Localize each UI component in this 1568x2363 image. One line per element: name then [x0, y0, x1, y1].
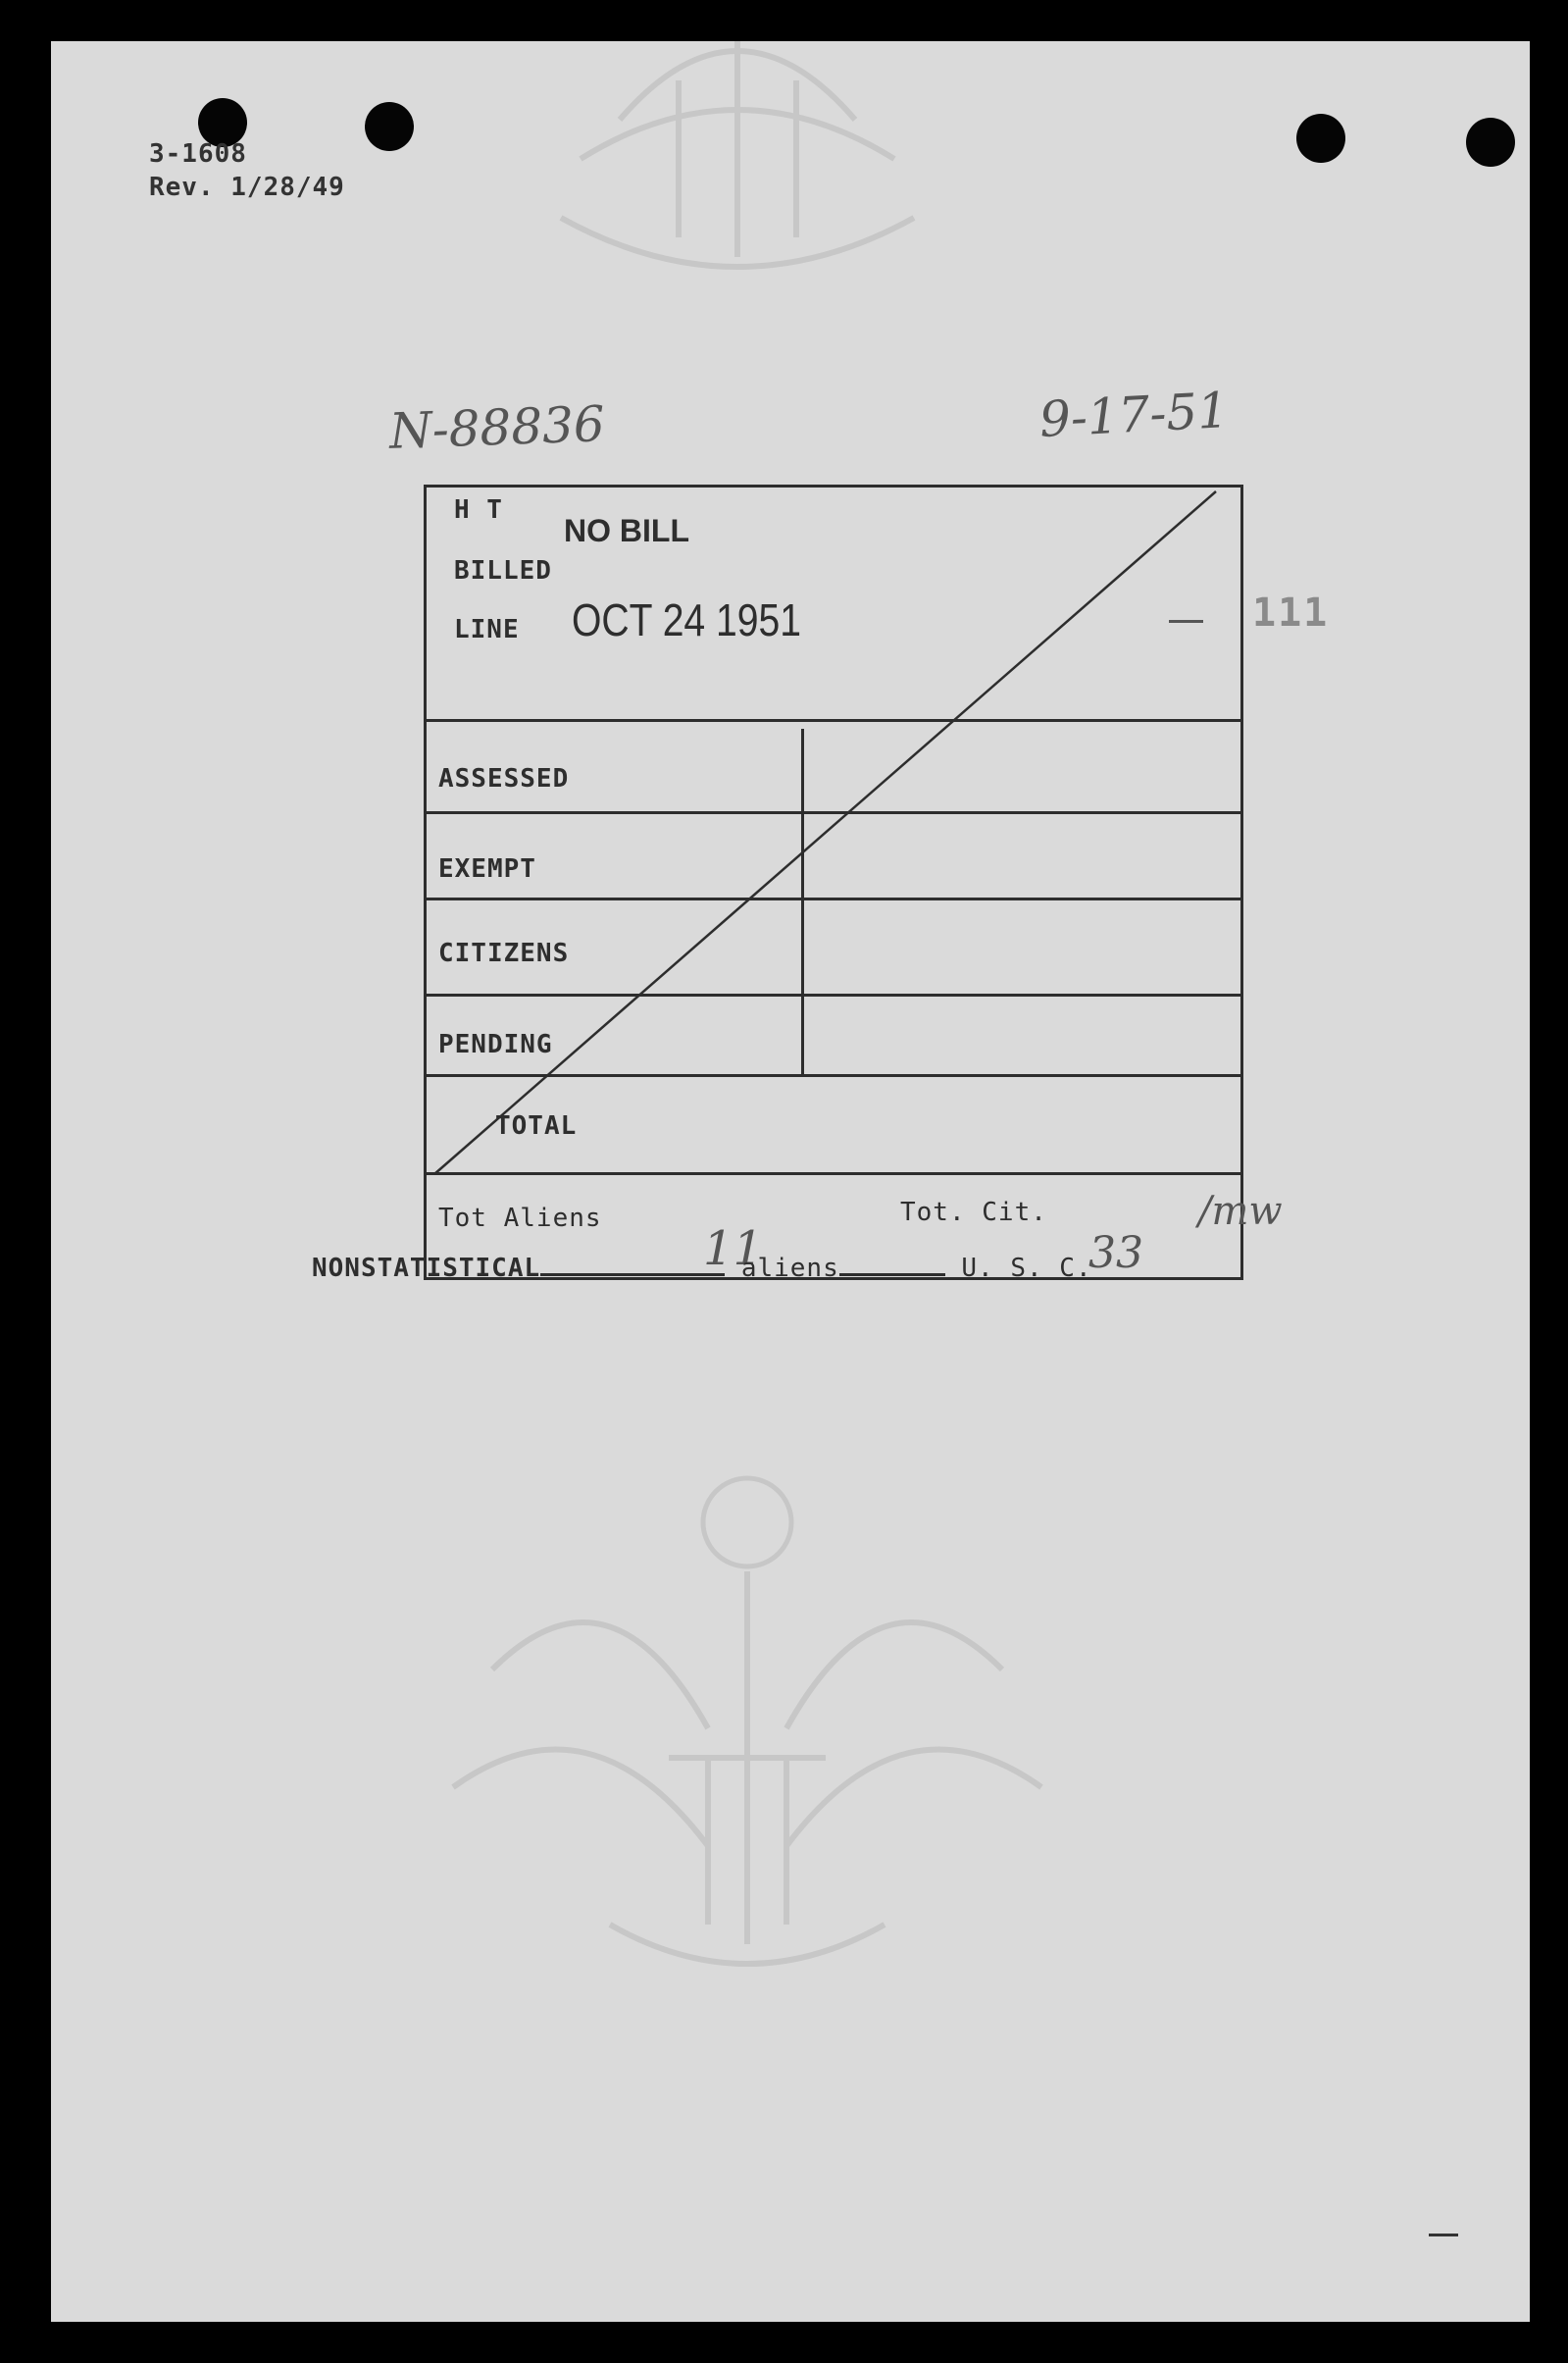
- row-label-pending: PENDING: [438, 1030, 553, 1059]
- form-number: 3-1608: [149, 139, 247, 169]
- row-label-assessed: ASSESSED: [438, 764, 570, 794]
- eagle-watermark-bottom: [414, 1434, 1081, 1983]
- usc-label: U. S. C.: [961, 1254, 1092, 1283]
- stray-mark: [1429, 2234, 1458, 2236]
- document-page: [51, 41, 1530, 2322]
- handwritten-initials: /mw: [1198, 1189, 1283, 1234]
- tally-box: [424, 485, 1243, 1280]
- form-revision: Rev. 1/28/49: [149, 173, 345, 202]
- handwritten-file-number: N-88836: [388, 395, 606, 460]
- eagle-watermark-top: [463, 41, 1012, 277]
- punch-hole: [1296, 114, 1345, 163]
- aliens-blank: [839, 1250, 945, 1276]
- nonstatistical-line: [312, 1250, 1092, 1283]
- form-identifier: [149, 137, 345, 204]
- handwritten-date: 9-17-51: [1037, 381, 1231, 449]
- row-label-exempt: EXEMPT: [438, 854, 536, 884]
- ht-label: H T: [454, 495, 503, 525]
- handwritten-aliens-count: 11: [703, 1221, 764, 1276]
- no-bill-stamp: NO BILL: [564, 513, 689, 548]
- nonstatistical-blank: [540, 1250, 725, 1276]
- row-label-citizens: CITIZENS: [438, 939, 570, 968]
- total-label: TOTAL: [495, 1111, 578, 1141]
- punch-hole: [365, 102, 414, 151]
- billed-label: BILLED: [454, 556, 552, 586]
- tot-aliens-label: Tot Aliens: [438, 1204, 602, 1233]
- nonstatistical-label: NONSTATISTICAL: [312, 1254, 541, 1283]
- line-label: LINE: [454, 615, 520, 644]
- punch-hole: [1466, 118, 1515, 167]
- aliens-label: aliens: [740, 1254, 839, 1283]
- handwritten-citizens-count: 33: [1088, 1228, 1143, 1278]
- handwritten-count-mark: 111: [1252, 591, 1330, 636]
- date-stamp: OCT 24 1951: [572, 594, 802, 645]
- void-diagonal-line: [427, 488, 1240, 1277]
- tot-cit-label: Tot. Cit.: [900, 1198, 1047, 1227]
